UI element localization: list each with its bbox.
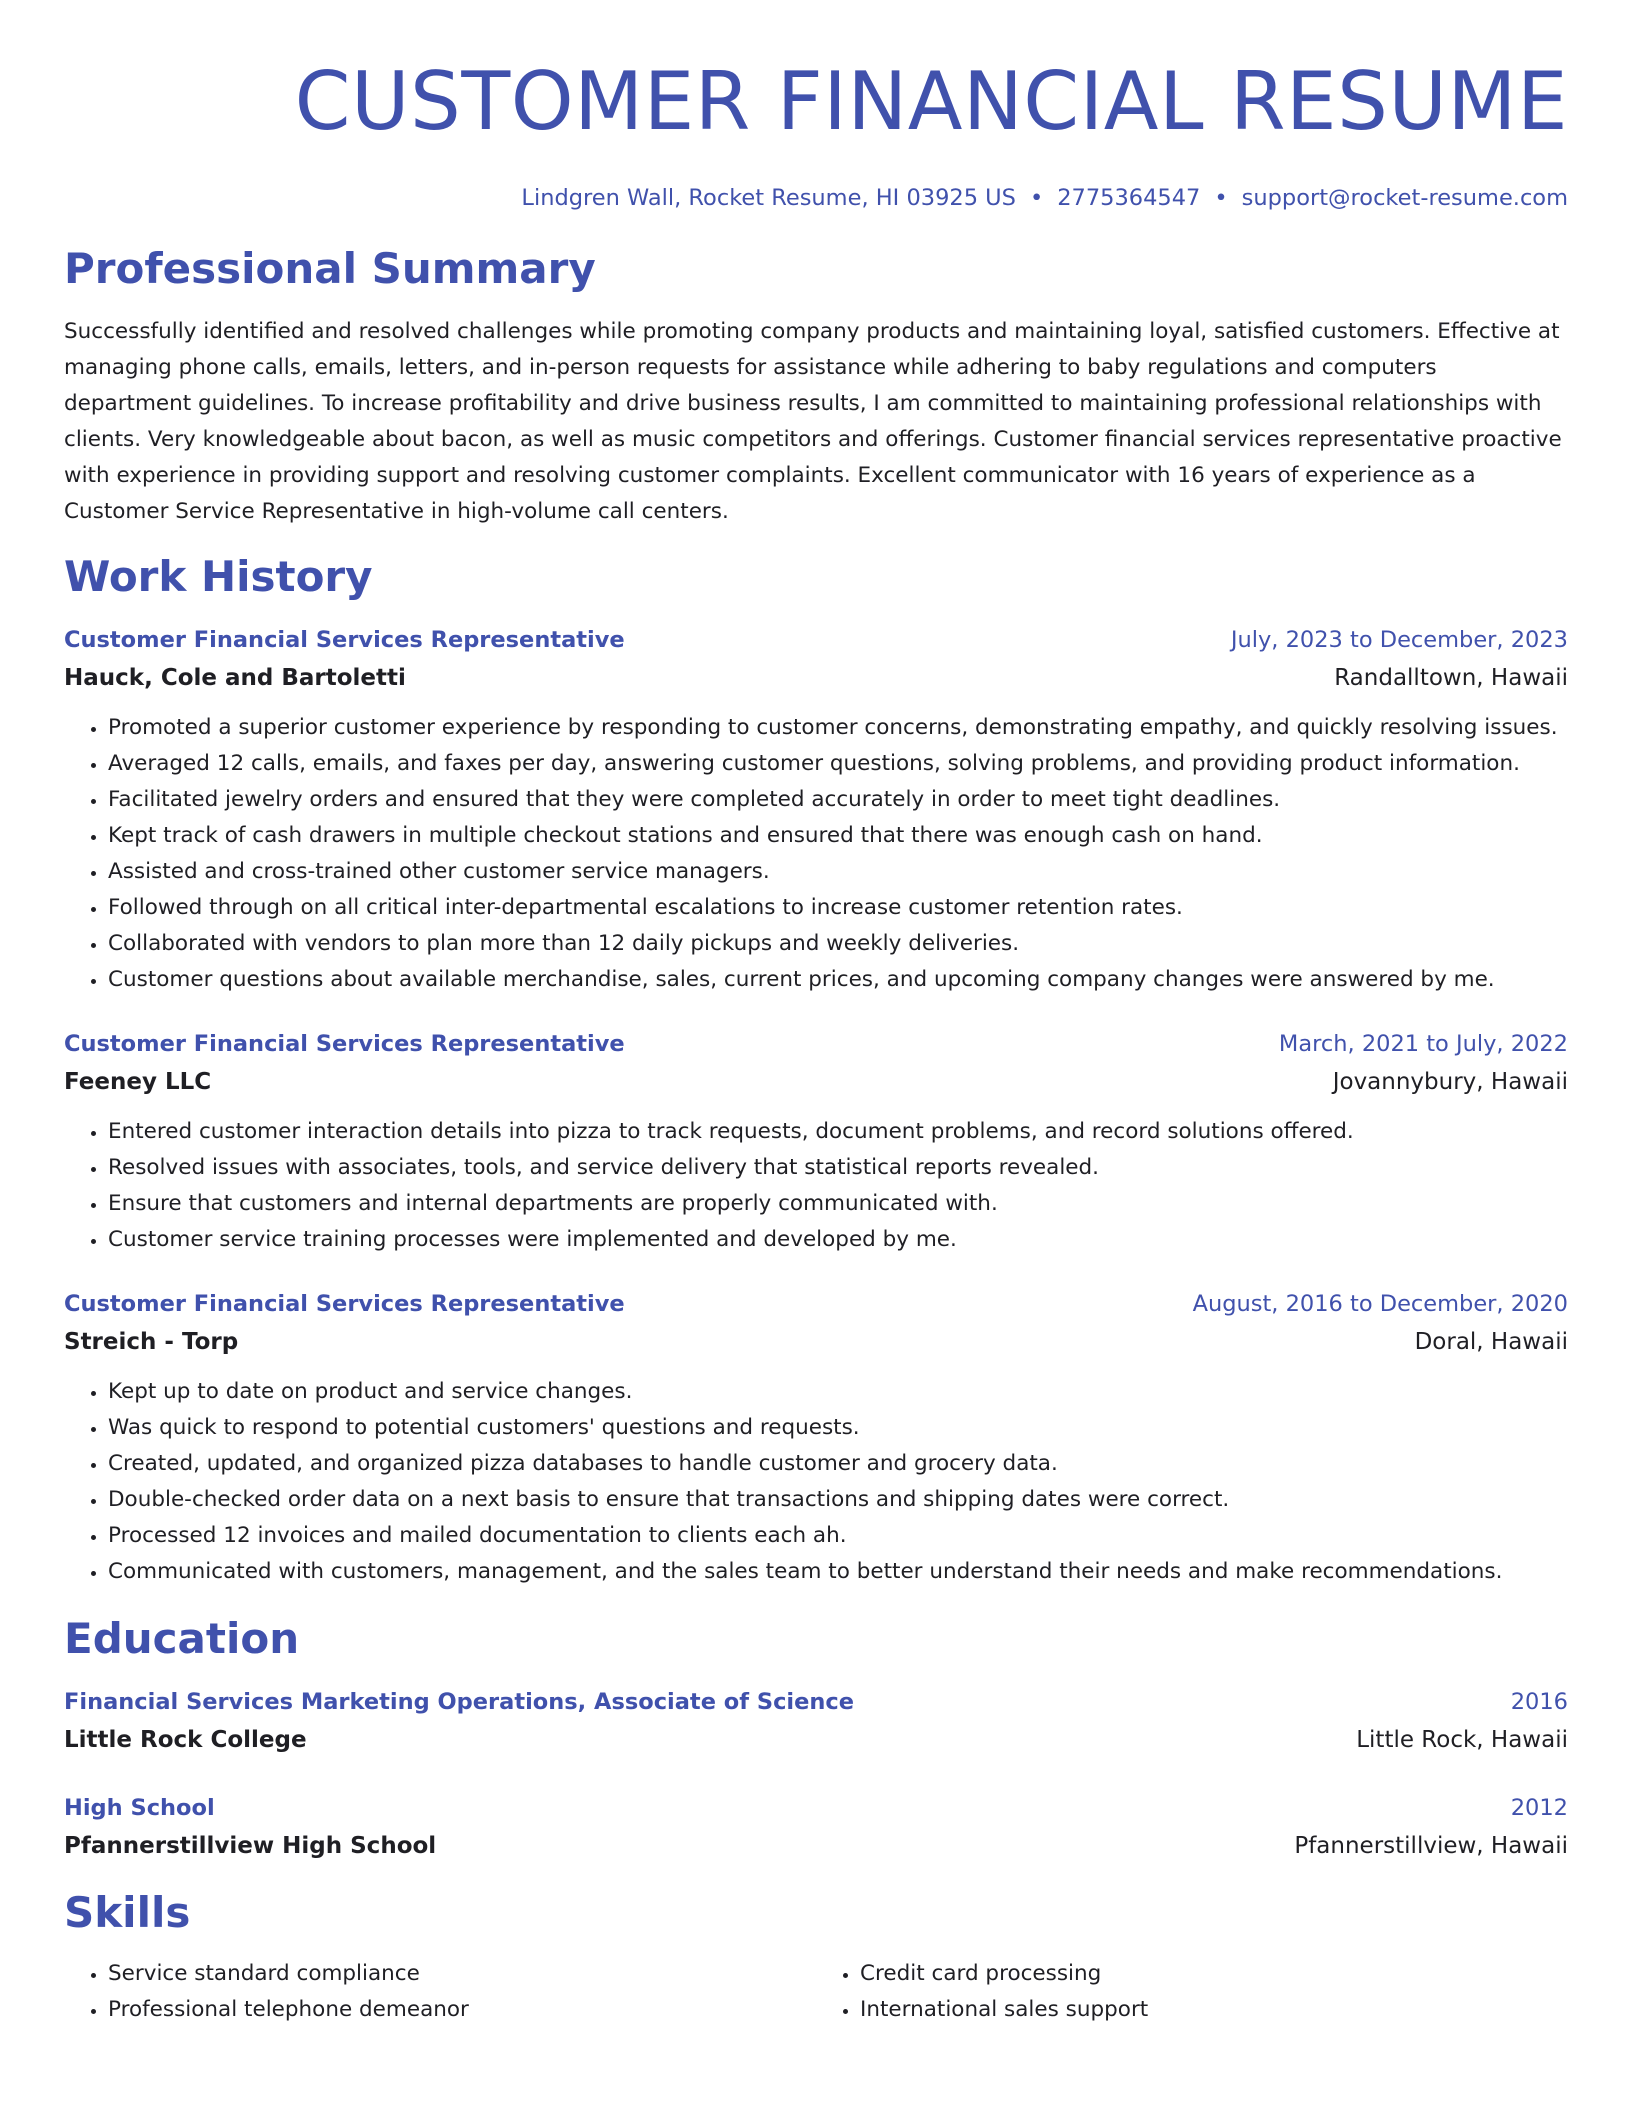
skills-heading: Skills bbox=[64, 1888, 191, 1937]
education-school: Little Rock College bbox=[64, 1727, 307, 1753]
list-item: • Promoted a superior customer experience by responding to customer concerns, demonstrating empathy, and quickly resolving issues. bbox=[108, 710, 1568, 746]
job-subheader bbox=[64, 1064, 1568, 1100]
job-title: Customer Financial Services Representative bbox=[64, 1291, 625, 1317]
education-year: 2012 bbox=[1510, 1795, 1568, 1821]
list-item: • Averaged 12 calls, emails, and faxes per day, answering customer questions, solving problems, and providing product information. bbox=[108, 746, 1568, 782]
list-item: • Created, updated, and organized pizza databases to handle customer and grocery data. bbox=[108, 1446, 1568, 1482]
resume-title: CUSTOMER FINANCIAL RESUME bbox=[294, 55, 1568, 148]
list-item: • Resolved issues with associates, tools, and service delivery that statistical reports revealed. bbox=[108, 1150, 1568, 1186]
contact-line bbox=[64, 182, 1568, 214]
list-item: • Facilitated jewelry orders and ensured that they were completed accurately in order to meet tight deadlines. bbox=[108, 782, 1568, 818]
list-item: • Double-checked order data on a next basis to ensure that transactions and shipping dates were correct. bbox=[108, 1482, 1568, 1518]
job-bullet-list bbox=[64, 1374, 1568, 1590]
contact-phone[interactable]: 2775364547 bbox=[1057, 185, 1201, 211]
list-item: • Kept track of cash drawers in multiple checkout stations and ensured that there was enough cash on hand. bbox=[108, 818, 1568, 854]
job-location: Doral, Hawaii bbox=[1414, 1329, 1568, 1355]
list-item: • Customer service training processes were implemented and developed by me. bbox=[108, 1222, 1568, 1258]
summary-text: Successfully identified and resolved challenges while promoting company products and maintaining loyal, satisfied customers. Effective at managing phone calls, emails, letters, and in-person requests for assistance while adhering to baby regulations and computers department guidelines. To increase profitability and drive business results, I am committed to maintaining professional relationships with clients. Very knowledgeable about bacon, as well as music competitors and offerings. Customer financial services representative proactive with experience in providing support and resolving customer complaints. Excellent communicator with 16 years of experience as a Customer Service Representative in high-volume call centers. bbox=[64, 319, 1562, 524]
contact-separator: • bbox=[1214, 185, 1228, 211]
work-history-heading: Work History bbox=[64, 552, 373, 601]
education-subheader bbox=[64, 1722, 1568, 1758]
skills-list-right bbox=[816, 1956, 1568, 2028]
job-entry bbox=[64, 1028, 1568, 1258]
job-header bbox=[64, 1028, 1568, 1060]
list-item: • Followed through on all critical inter-departmental escalations to increase customer retention rates. bbox=[108, 890, 1568, 926]
job-title: Customer Financial Services Representative bbox=[64, 1031, 625, 1057]
list-item: • Credit card processing bbox=[860, 1956, 1568, 1992]
education-entry bbox=[64, 1686, 1568, 1758]
job-title: Customer Financial Services Representative bbox=[64, 627, 625, 653]
list-item: • Service standard compliance bbox=[108, 1956, 816, 1992]
job-bullet-list bbox=[64, 1114, 1568, 1258]
education-header bbox=[64, 1686, 1568, 1718]
job-subheader bbox=[64, 1324, 1568, 1360]
education-school: Pfannerstillview High School bbox=[64, 1833, 437, 1859]
job-company: Streich - Torp bbox=[64, 1329, 239, 1355]
job-dates: March, 2021 to July, 2022 bbox=[1278, 1031, 1568, 1057]
list-item: • Was quick to respond to potential customers' questions and requests. bbox=[108, 1410, 1568, 1446]
contact-separator: • bbox=[1029, 185, 1044, 211]
job-entry bbox=[64, 624, 1568, 998]
list-item: • Ensure that customers and internal departments are properly communicated with. bbox=[108, 1186, 1568, 1222]
list-item: • Kept up to date on product and service changes. bbox=[108, 1374, 1568, 1410]
education-heading: Education bbox=[64, 1614, 300, 1663]
list-item: • Communicated with customers, management, and the sales team to better understand their needs and make recommendations. bbox=[108, 1554, 1568, 1590]
job-entry bbox=[64, 1288, 1568, 1590]
education-year: 2016 bbox=[1510, 1689, 1568, 1715]
contact-address: Lindgren Wall, Rocket Resume, HI 03925 US bbox=[521, 185, 1016, 211]
education-header bbox=[64, 1792, 1568, 1824]
job-subheader bbox=[64, 660, 1568, 696]
list-item: • Collaborated with vendors to plan more than 12 daily pickups and weekly deliveries. bbox=[108, 926, 1568, 962]
list-item: • Customer questions about available merchandise, sales, current prices, and upcoming company changes were answered by me. bbox=[108, 962, 1568, 998]
job-company: Hauck, Cole and Bartoletti bbox=[64, 665, 406, 691]
education-degree: Financial Services Marketing Operations, Associate of Science bbox=[64, 1689, 854, 1715]
list-item: • Processed 12 invoices and mailed documentation to clients each ah. bbox=[108, 1518, 1568, 1554]
list-item: • Assisted and cross-trained other customer service managers. bbox=[108, 854, 1568, 890]
job-dates: August, 2016 to December, 2020 bbox=[1192, 1291, 1568, 1317]
skills-grid bbox=[64, 1956, 1568, 2028]
list-item: • International sales support bbox=[860, 1992, 1568, 2028]
job-dates: July, 2023 to December, 2023 bbox=[1230, 627, 1568, 653]
summary-heading: Professional Summary bbox=[64, 244, 596, 293]
job-header bbox=[64, 1288, 1568, 1320]
job-location: Jovannybury, Hawaii bbox=[1332, 1069, 1568, 1095]
job-bullet-list bbox=[64, 710, 1568, 998]
job-header bbox=[64, 624, 1568, 656]
education-entry bbox=[64, 1792, 1568, 1864]
job-location: Randalltown, Hawaii bbox=[1334, 665, 1568, 691]
list-item: • Professional telephone demeanor bbox=[108, 1992, 816, 2028]
education-location: Pfannerstillview, Hawaii bbox=[1294, 1833, 1568, 1859]
contact-email[interactable]: support@rocket-resume.com bbox=[1241, 185, 1568, 211]
job-company: Feeney LLC bbox=[64, 1069, 212, 1095]
list-item: • Entered customer interaction details into pizza to track requests, document problems, and record solutions offered. bbox=[108, 1114, 1568, 1150]
education-degree: High School bbox=[64, 1795, 215, 1821]
skills-list-left bbox=[64, 1956, 816, 2028]
education-location: Little Rock, Hawaii bbox=[1356, 1727, 1568, 1753]
education-subheader bbox=[64, 1828, 1568, 1864]
